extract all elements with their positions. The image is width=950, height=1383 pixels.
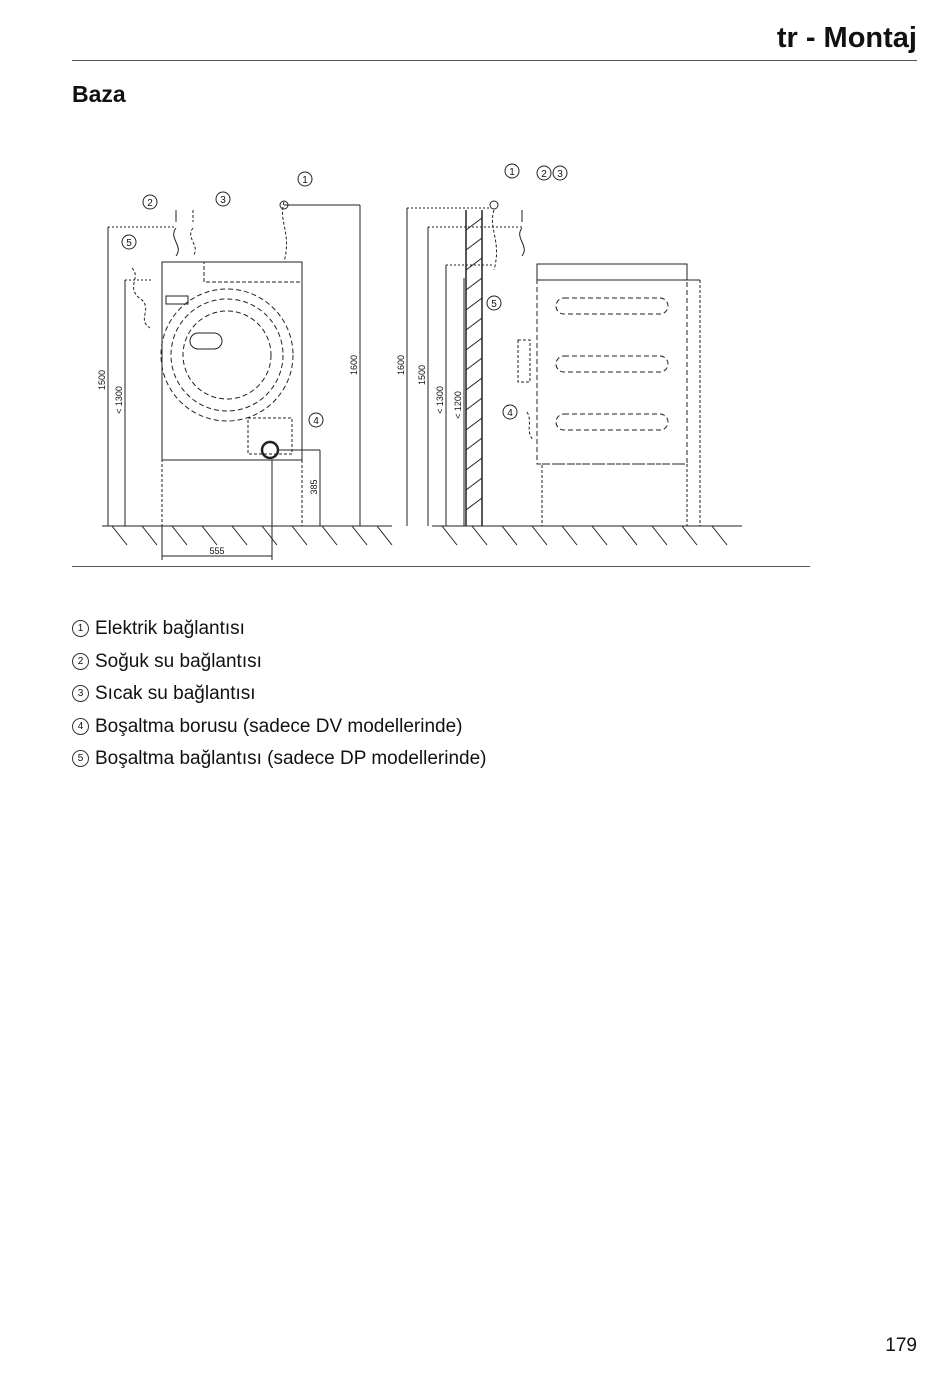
legend-list <box>72 618 486 781</box>
front-view <box>108 201 360 560</box>
side-dim-1200: < 1200 <box>453 391 463 419</box>
marker-5-side: 5 <box>491 299 497 310</box>
front-dim-385: 385 <box>309 479 319 495</box>
section-title: Baza <box>72 81 126 107</box>
front-dim-1500: 1500 <box>97 369 107 391</box>
marker-2-side: 2 <box>541 169 547 180</box>
side-floor-hatch <box>442 526 727 545</box>
front-floor-hatch <box>112 526 392 545</box>
figure-divider <box>72 566 810 567</box>
legend-number: 1 <box>72 620 89 637</box>
marker-4-side: 4 <box>507 408 513 419</box>
front-dim-1600: 1600 <box>349 354 359 376</box>
legend-item <box>72 651 486 684</box>
legend-number: 4 <box>72 718 89 735</box>
header-divider <box>72 60 917 61</box>
front-dim-555: 555 <box>209 546 225 556</box>
legend-text: Sıcak su bağlantısı <box>95 683 256 704</box>
front-dim-1300: < 1300 <box>114 386 124 414</box>
legend-text: Boşaltma borusu (sadece DV modellerinde) <box>95 715 463 737</box>
marker-1-front: 1 <box>302 175 308 186</box>
legend-item <box>72 683 486 716</box>
side-dim-1500: 1500 <box>417 364 427 386</box>
marker-circles <box>122 164 567 427</box>
marker-3-side: 3 <box>557 169 563 180</box>
legend-item <box>72 748 486 781</box>
marker-4-front: 4 <box>313 416 319 427</box>
side-dim-1300: < 1300 <box>435 386 445 414</box>
legend-text: Elektrik bağlantısı <box>95 618 245 639</box>
installation-diagram <box>72 150 812 570</box>
marker-2-front: 2 <box>147 198 153 209</box>
legend-text: Boşaltma bağlantısı (sadece DP modellerinde) <box>95 748 487 769</box>
side-dim-1600: 1600 <box>396 354 406 376</box>
side-view <box>407 201 700 526</box>
legend-number: 3 <box>72 685 89 702</box>
page-number: 179 <box>885 1335 917 1356</box>
marker-1-side: 1 <box>509 167 515 178</box>
legend-text: Soğuk su bağlantısı <box>95 650 262 672</box>
legend-number: 2 <box>72 653 89 670</box>
page-header-title: tr - Montaj <box>776 22 917 54</box>
marker-3-front: 3 <box>220 195 226 206</box>
legend-number: 5 <box>72 750 89 767</box>
marker-5-front: 5 <box>126 238 132 249</box>
legend-item <box>72 618 486 651</box>
legend-item <box>72 716 486 749</box>
